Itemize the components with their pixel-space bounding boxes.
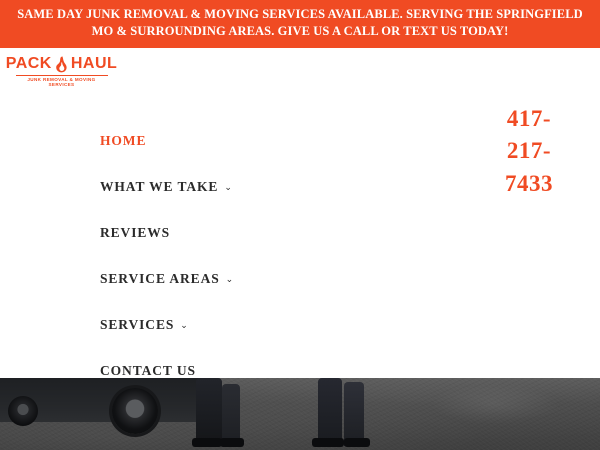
nav-item-service-areas[interactable]: [100, 256, 430, 302]
worker-shoe-3: [312, 438, 344, 447]
nav-item-home[interactable]: [100, 118, 430, 164]
logo-divider: [16, 75, 108, 77]
chevron-down-icon: ⌄: [180, 320, 189, 331]
nav-label-reviews: REVIEWS: [100, 224, 171, 240]
nav-item-reviews[interactable]: [100, 210, 430, 256]
nav-label-service-areas: SERVICE AREAS: [100, 270, 220, 286]
worker-shoe-2: [220, 438, 244, 447]
nav-label-services: SERVICES: [100, 316, 175, 332]
logo-word-right: HAUL: [70, 55, 118, 73]
phone-number-link[interactable]: [474, 103, 584, 201]
site-header: [0, 48, 600, 384]
hero-image: [0, 378, 600, 450]
nav-item-what-we-take[interactable]: [100, 164, 430, 210]
chevron-down-icon: ⌄: [224, 182, 233, 193]
announcement-bar: SAME DAY JUNK REMOVAL & MOVING SERVICES AVAILABLE. SERVING THE SPRINGFIELD MO & SURROUNDING AREAS. GIVE US A CALL OR TEXT US TODAY!: [0, 0, 600, 48]
phone-line-1: 417-: [506, 105, 552, 131]
site-logo[interactable]: [5, 55, 118, 88]
nav-label-contact-us: CONTACT US: [100, 362, 196, 378]
logo-word-left: PACK: [5, 55, 52, 73]
truck-wheel-secondary: [8, 396, 38, 426]
worker-leg-right-b: [344, 382, 364, 446]
ampersand-flame-icon: [54, 56, 69, 73]
worker-leg-left-a: [196, 378, 222, 444]
logo-tagline: JUNK REMOVAL & MOVING SERVICES: [27, 77, 96, 87]
phone-line-2: 217-: [506, 138, 552, 164]
worker-shoe-4: [344, 438, 370, 447]
nav-label-what-we-take: WHAT WE TAKE: [100, 178, 219, 194]
worker-leg-left-b: [222, 384, 240, 444]
chevron-down-icon: ⌄: [225, 274, 235, 285]
logo-wordmark: [5, 55, 118, 73]
nav-label-home: HOME: [100, 132, 147, 148]
truck-wheel: [112, 388, 158, 434]
hero-light-glow: [430, 384, 560, 424]
phone-line-3: 7433: [505, 171, 553, 197]
worker-leg-right-a: [318, 378, 342, 446]
nav-item-services[interactable]: [100, 302, 430, 348]
worker-shoe-1: [192, 438, 222, 447]
